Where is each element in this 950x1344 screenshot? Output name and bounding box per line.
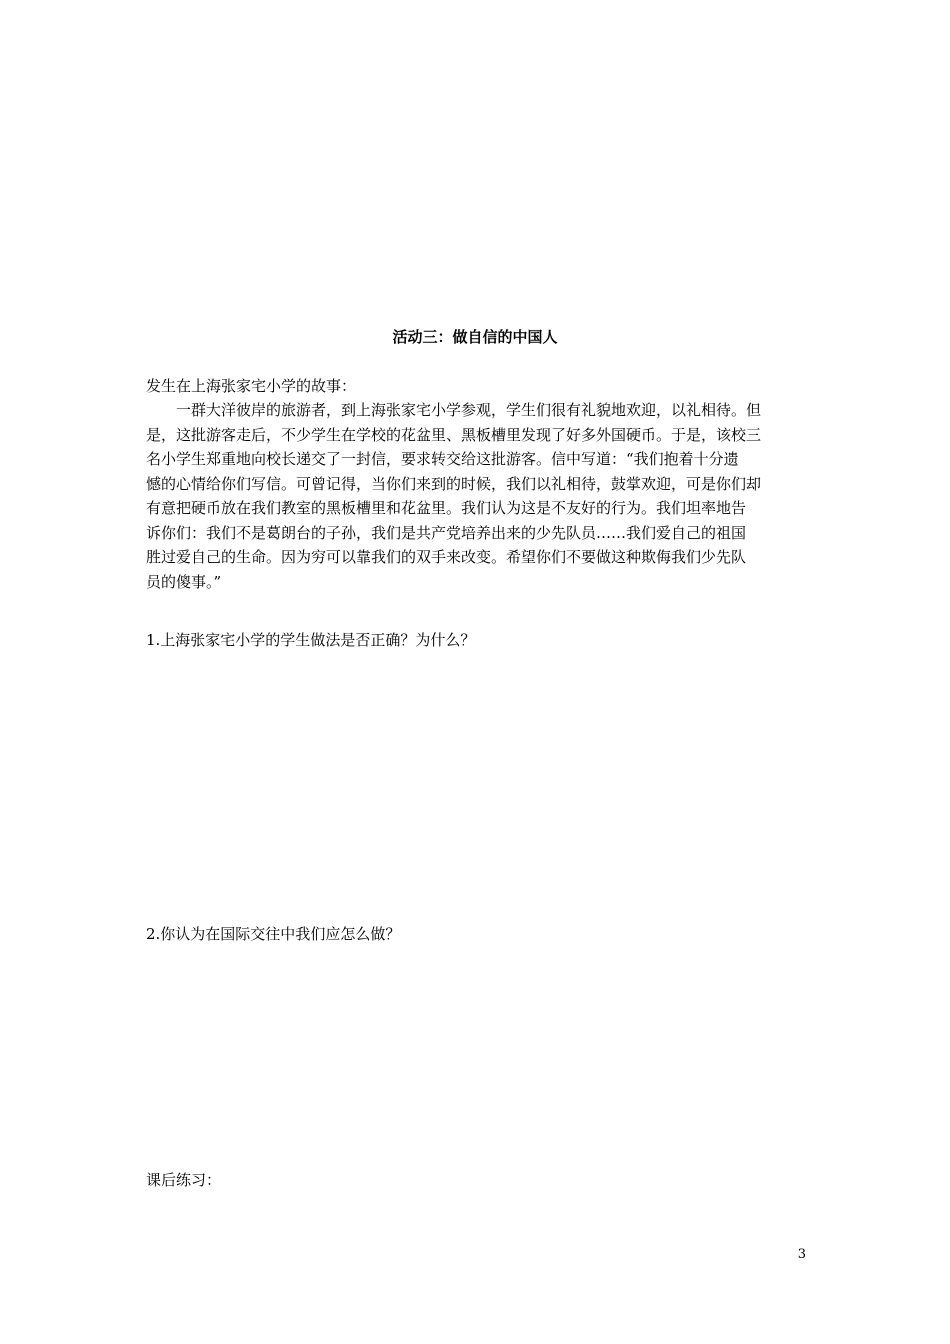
page-number: 3	[797, 1247, 806, 1262]
story-line: 憾的心情给你们写信。可曾记得，当你们来到的时候，我们以礼相待，鼓掌欢迎，可是你们却	[146, 474, 762, 493]
story-line: 诉你们：我们不是葛朗台的子孙，我们是共产党培养出来的少先队员……我们爱自己的祖国	[146, 523, 747, 542]
story-line: 名小学生郑重地向校长递交了一封信，要求转交给这批游客。信中写道：“我们抱着十分遗	[146, 450, 739, 468]
story-line: 员的傻事。”	[146, 572, 222, 591]
story-line: 胜过爱自己的生命。因为穷可以靠我们的双手来改变。希望你们不要做这种欺侮我们少先队	[146, 548, 747, 566]
story-paragraph	[146, 398, 804, 594]
question-2: 2.你认为在国际交往中我们应怎么做？	[146, 925, 401, 943]
question-1: 1.上海张家宅小学的学生做法是否正确？为什么？	[146, 631, 476, 649]
section-heading: 活动三：做自信的中国人	[392, 328, 558, 346]
story-line: 一群大洋彼岸的旅游者，到上海张家宅小学参观，学生们很有礼貌地欢迎，以礼相待。但	[176, 401, 762, 419]
story-line: 是，这批游客走后，不少学生在学校的花盆里、黑板槽里发现了好多外国硬币。于是，该校三	[146, 425, 762, 444]
story-line: 有意把硬币放在我们教室的黑板槽里和花盆里。我们认为这是不友好的行为。我们坦率地告	[146, 499, 747, 517]
story-intro: 发生在上海张家宅小学的故事：	[146, 377, 357, 395]
after-class-exercise-label: 课后练习：	[146, 1171, 222, 1189]
